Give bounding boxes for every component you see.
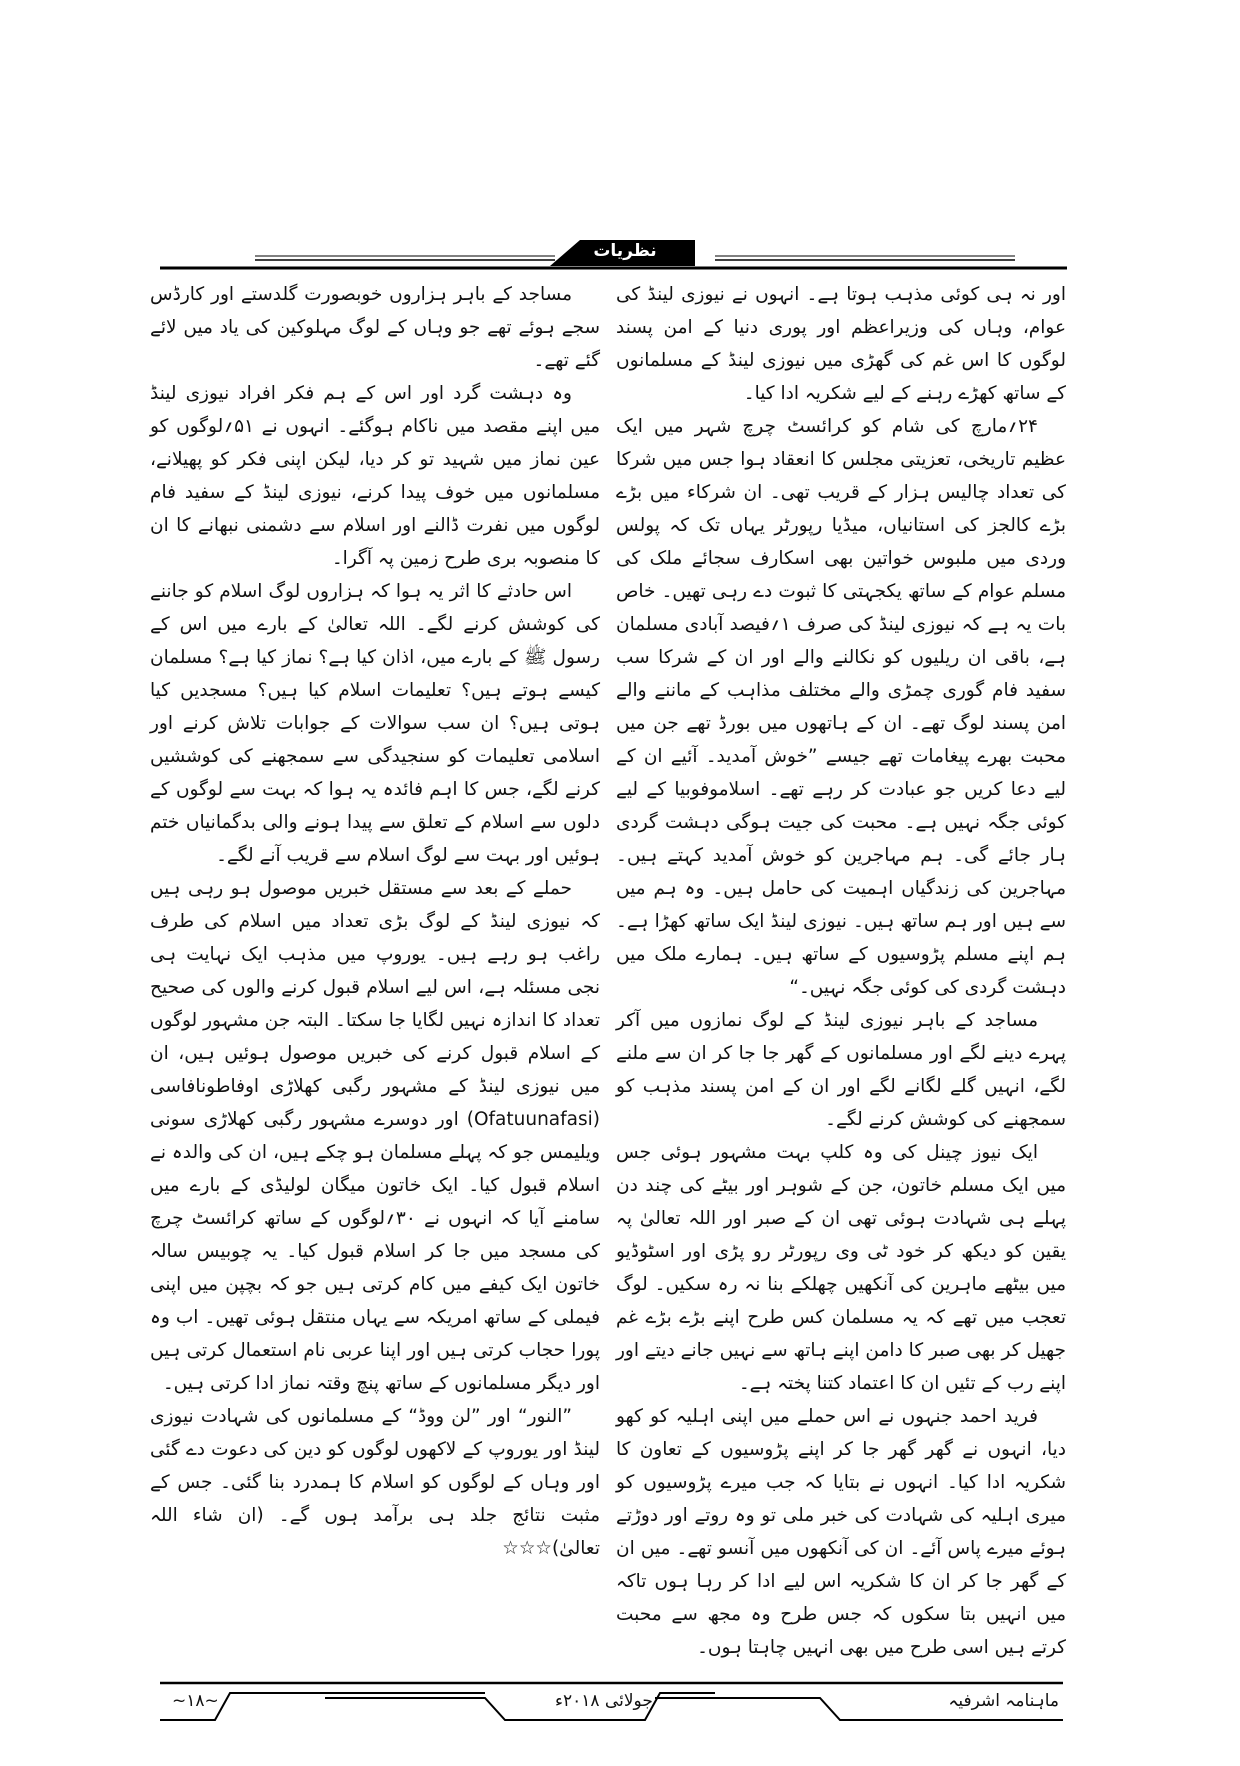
paragraph: ”النور“ اور ”لن ووڈ“ کے مسلمانوں کی شہادت نیوزی لینڈ اور یوروپ کے لاکھوں لوگوں کو دین کی دعوت دے گئی اور وہاں کے لوگوں کو اسلام کا ہمدرد بنا گئی۔ جس کے مثبت نتائج جلد ہی برآمد ہوں گے۔ (ان شاء اللہ تعالیٰ)☆☆☆ xyxy=(150,1406,600,1559)
paragraph: اس حادثے کا اثر یہ ہوا کہ ہزاروں لوگ اسلام کو جاننے کی کوشش کرنے لگے۔ اللہ تعالیٰ کے بارے میں اس کے رسول ﷺ کے بارے میں، اذان کیا ہے؟ نماز کیا ہے؟ مسلمان کیسے ہوتے ہیں؟ تعلیمات اسلام کیا ہیں؟ مسجدیں کیا ہوتی ہیں؟ ان سب سوالات کے جوابات تلاش کرنے اور اسلامی تعلیمات کو سنجیدگی سے سمجھنے کی کوششیں کرنے لگے، جس کا اہم فائدہ یہ ہوا کہ بہت سے لوگوں کے دلوں سے اسلام کے تعلق سے پیدا ہونے والی بدگمانیاں ختم ہوئیں اور بہت سے لوگ اسلام سے قریب آنے لگے۔ xyxy=(150,581,600,866)
paragraph: اور نہ ہی کوئی مذہب ہوتا ہے۔ انہوں نے نیوزی لینڈ کی عوام، وہاں کی وزیراعظم اور پوری دنیا کے امن پسند لوگوں کا اس غم کی گھڑی میں نیوزی لینڈ کے مسلمانوں کے ساتھ کھڑے رہنے کے لیے شکریہ ادا کیا۔ xyxy=(616,284,1066,404)
magazine-name: ماہنامہ اشرفیہ xyxy=(948,1691,1059,1711)
paragraph: حملے کے بعد سے مستقل خبریں موصول ہو رہی ہیں کہ نیوزی لینڈ کے لوگ بڑی تعداد میں اسلام کی طرف راغب ہو رہے ہیں۔ یوروپ میں مذہب ایک نہایت ہی نجی مسئلہ ہے، اس لیے اسلام قبول کرنے والوں کی صحیح تعداد کا اندازہ نہیں لگایا جا سکتا۔ البتہ جن مشہور لوگوں کے اسلام قبول کرنے کی خبریں موصول ہوئیں ہیں، ان میں نیوزی لینڈ کے مشہور رگبی کھلاڑی اوفاطونافاسی (Ofatuunafasi) اور دوسرے مشہور رگبی کھلاڑی سونی ویلیمس جو کہ پہلے مسلمان ہو چکے ہیں، ان کی والدہ نے اسلام قبول کیا۔ ایک خاتون میگان لولیڈی کے بارے میں سامنے آیا کہ انہوں نے ۳۰؍لوگوں کے ساتھ کرائسٹ چرچ کی مسجد میں جا کر اسلام قبول کیا۔ یہ چوبیس سالہ خاتون ایک کیفے میں کام کرتی ہیں جو کہ بچپن میں اپنی فیملی کے ساتھ امریکہ سے یہاں منتقل ہوئی تھیں۔ اب وہ پورا حجاب کرتی ہیں اور اپنا عربی نام استعمال کرتی ہیں اور دیگر مسلمانوں کے ساتھ پنچ وقتہ نماز ادا کرتی ہیں۔ xyxy=(150,878,600,1394)
page-footer xyxy=(155,1678,1067,1726)
issue-date: جولائی ۲۰۱۸ء xyxy=(555,1691,653,1711)
paragraph: مساجد کے باہر نیوزی لینڈ کے لوگ نمازوں میں آکر پہرے دینے لگے اور مسلمانوں کے گھر جا جا کر ان سے ملنے لگے، انہیں گلے لگانے لگے اور ان کے امن پسند مذہب کو سمجھنے کی کوشش کرنے لگے۔ xyxy=(616,1010,1066,1130)
page-number: ~۱۸~ xyxy=(172,1691,219,1711)
paragraph: فرید احمد جنہوں نے اس حملے میں اپنی اہلیہ کو کھو دیا، انہوں نے گھر گھر جا کر اپنے پڑوسیوں کے تعاون کا شکریہ ادا کیا۔ انہوں نے بتایا کہ جب میرے پڑوسیوں کو میری اہلیہ کی شہادت کی خبر ملی تو وہ روتے اور دوڑتے ہوئے میرے پاس آئے۔ ان کی آنکھوں میں آنسو تھے۔ میں ان کے گھر جا کر ان کا شکریہ اس لیے ادا کر رہا ہوں تاکہ میں انہیں بتا سکوں کہ جس طرح وہ مجھ سے محبت کرتے ہیں اسی طرح میں بھی انہیں چاہتا ہوں۔ xyxy=(616,1406,1066,1658)
section-title: نظریات xyxy=(593,241,657,261)
paragraph: ایک نیوز چینل کی وہ کلپ بہت مشہور ہوئی جس میں ایک مسلم خاتون، جن کے شوہر اور بیٹے کی چند دن پہلے ہی شہادت ہوئی تھی ان کے صبر اور اللہ تعالیٰ پہ یقین کو دیکھ کر خود ٹی وی رپورٹر رو پڑی اور اسٹوڈیو میں بیٹھے ماہرین کی آنکھیں چھلکے بنا نہ رہ سکیں۔ لوگ تعجب میں تھے کہ یہ مسلمان کس طرح اپنے بڑے بڑے غم جھیل کر بھی صبر کا دامن اپنے ہاتھ سے نہیں جانے دیتے اور اپنے رب کے تئیں ان کا اعتماد کتنا پختہ ہے۔ xyxy=(616,1142,1066,1394)
right-column xyxy=(616,278,1066,1664)
paragraph: ۲۴؍مارچ کی شام کو کرائسٹ چرچ شہر میں ایک عظیم تاریخی، تعزیتی مجلس کا انعقاد ہوا جس میں شرکا کی تعداد چالیس ہزار کے قریب تھی۔ ان شرکاء میں بڑے بڑے کالجز کی استانیاں، میڈیا رپورٹر یہاں تک کہ پولس وردی میں ملبوس خواتین بھی اسکارف سجائے ملک کی مسلم عوام کے ساتھ یکجہتی کا ثبوت دے رہی تھیں۔ خاص بات یہ ہے کہ نیوزی لینڈ کی صرف ۱؍فیصد آبادی مسلمان ہے، باقی ان ریلیوں کو نکالنے والے اور ان کے شرکا سب سفید فام گوری چمڑی والے مختلف مذاہب کے ماننے والے امن پسند لوگ تھے۔ ان کے ہاتھوں میں بورڈ تھے جن میں محبت بھرے پیغامات تھے جیسے ”خوش آمدید۔ آئیے ان کے لیے دعا کریں جو عبادت کر رہے تھے۔ اسلاموفوبیا کے لیے کوئی جگہ نہیں ہے۔ محبت کی جیت ہوگی دہشت گردی ہار جائے گی۔ ہم مہاجرین کو خوش آمدید کہتے ہیں۔ مہاجرین کی زندگیاں اہمیت کی حامل ہیں۔ وہ ہم میں سے ہیں اور ہم ساتھ ہیں۔ نیوزی لینڈ ایک ساتھ کھڑا ہے۔ ہم اپنے مسلم پڑوسیوں کے ساتھ ہیں۔ ہمارے ملک میں دہشت گردی کی کوئی جگہ نہیں۔“ xyxy=(616,416,1066,998)
paragraph: وہ دہشت گرد اور اس کے ہم فکر افراد نیوزی لینڈ میں اپنے مقصد میں ناکام ہوگئے۔ انہوں نے ۵۱؍لوگوں کو عین نماز میں شہید تو کر دیا، لیکن اپنی فکر کو پھیلانے، مسلمانوں میں خوف پیدا کرنے، نیوزی لینڈ کے سفید فام لوگوں میں نفرت ڈالنے اور اسلام سے دشمنی نبھانے کا ان کا منصوبہ بری طرح زمین پہ آگرا۔ xyxy=(150,383,600,569)
paragraph: مساجد کے باہر ہزاروں خوبصورت گلدستے اور کارڈس سجے ہوئے تھے جو وہاں کے لوگ مہلوکین کی یاد میں لائے گئے تھے۔ xyxy=(150,284,600,371)
left-column xyxy=(150,278,600,1565)
